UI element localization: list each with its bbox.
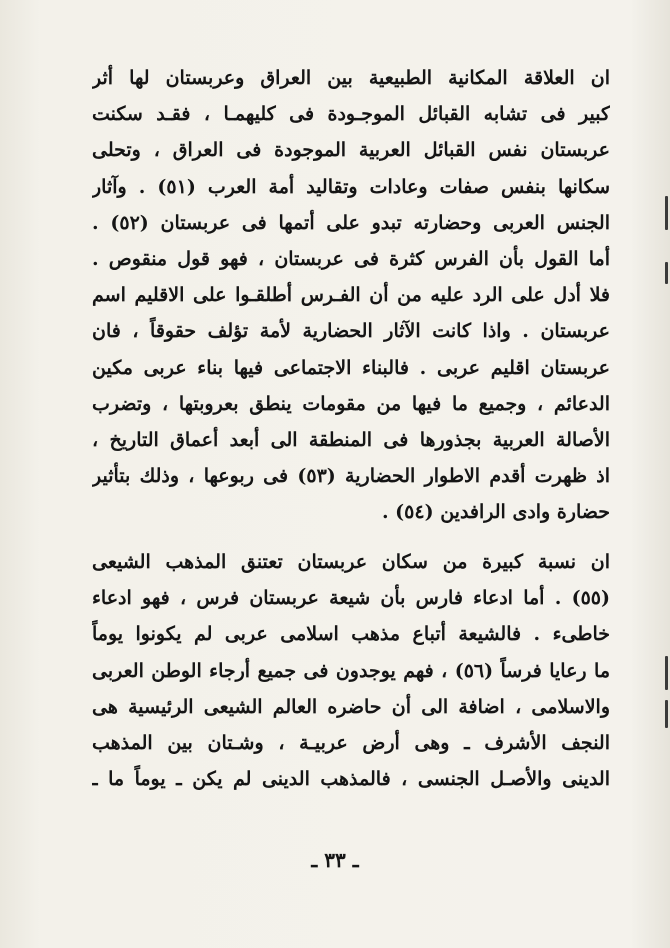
page-edge-mark [665, 196, 668, 230]
text-line: الدينى والأصـل الجنسى ، فالمذهب الدينى لم يكن ـ يوماً ما ـ [92, 768, 610, 791]
text-line: خاطىء . فالشيعة أتباع مذهب اسلامى عربى لم يكونوا يوماً [92, 623, 610, 646]
text-line: ما رعايا فرساً (٥٦) ، فهم يوجدون فى جميع أرجاء الوطن العربى [92, 659, 610, 682]
text-line: فلا أدل على الرد عليه من أن الفـرس أطلقـوا على الاقليم اسم [92, 284, 610, 307]
text-line: الأصالة العربية بجذورها فى المنطقة الى أبعد أعماق التاريخ ، [92, 428, 610, 451]
text-line: ان نسبة كبيرة من سكان عربستان تعتنق المذهب الشيعى [92, 551, 610, 573]
text-line: (٥٥) . أما ادعاء فارس بأن شيعة عربستان فرس ، فهو ادعاء [92, 587, 610, 610]
text-line: ان العلاقة المكانية الطبيعية بين العراق وعربستان لها أثر [92, 67, 610, 89]
text-line: النجف الأشرف ـ وهى أرض عربيـة ، وشـتان بين المذهب [92, 731, 610, 754]
text-line: عربستان . واذا كانت الآثار الحضارية لأمة تؤلف حقوقاً ، فان [92, 320, 610, 343]
text-line: أما القول بأن الفرس كثرة فى عربستان ، فهو قول منقوص . [92, 247, 610, 270]
paragraph-1 [92, 60, 610, 530]
text-line: اذ ظهرت أقدم الاطوار الحضارية (٥٣) فى ربوعها ، وذلك بتأثير [92, 465, 610, 488]
text-line: سكانها بنفس صفات وعادات وتقاليد أمة العرب (٥١) . وآثار [92, 175, 610, 198]
page-number: ـ ٣٣ ـ [311, 848, 359, 872]
text-line: والاسلامى ، اضافة الى أن حاضره العالم الشيعى الرئيسية هى [92, 695, 610, 718]
text-line: حضارة وادى الرافدين (٥٤) . [381, 501, 610, 524]
text-line: كبير فى تشابه القبائل الموجـودة فى كليهمـا ، فقـد سكنت [92, 103, 610, 126]
text-line: عربستان نفس القبائل العربية الموجودة فى العراق ، وتحلى [92, 139, 610, 162]
text-line: عربستان اقليم عربى . فالبناء الاجتماعى فيها بناء عربى مكين [92, 356, 610, 379]
paragraph-2 [92, 544, 610, 797]
page-edge-mark [665, 700, 668, 728]
text-line: الدعائم ، وجميع ما فيها من مقومات ينطق بعروبتها ، وتضرب [92, 392, 610, 415]
text-line: الجنس العربى وحضارته تبدو على أتمها فى عربستان (٥٢) . [92, 211, 610, 234]
page-edge-mark [665, 656, 668, 690]
page-edge-mark [665, 262, 668, 284]
